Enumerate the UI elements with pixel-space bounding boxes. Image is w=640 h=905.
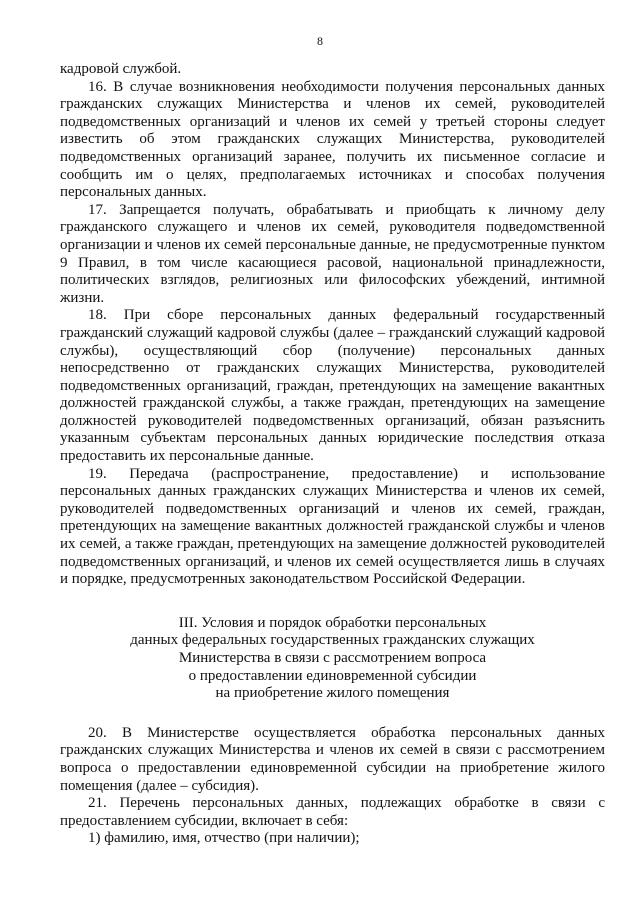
section-heading-line-2: данных федеральных государственных гражданских служащих [130, 632, 535, 649]
document-body [60, 61, 605, 848]
section-heading-line-3: Министерства в связи с рассмотрением вопроса [178, 650, 487, 666]
paragraph-20: 20. В Министерстве осуществляется обработка персональных данных гражданских служащих Министерства и членов их семей в связи с рассмотрением вопроса о предоставлении единовременной субсидии на приобретение жилого помещения (далее – субсидия). [60, 724, 605, 794]
paragraph-19: 19. Передача (распространение, предоставление) и использование персональных данных гражданских служащих Министерства и членов их семей, руководителей подведомственных организаций и членов их семей, граждан, претендующих на замещение вакантных должностей гражданской службы и членов их семей, а также граждан, претендующих на замещение должностей руководителей подведомственных организаций, и членов их семей осуществляется лишь в случаях и порядке, предусмотренных законодательством Российской Федерации. [60, 465, 605, 588]
section-heading [60, 615, 605, 703]
section-heading-line-4: о предоставлении единовременной субсидии [188, 667, 477, 684]
list-item-21-1: 1) фамилию, имя, отчество (при наличии); [88, 830, 360, 847]
section-heading-line-5: на приобретение жилого помещения [215, 685, 450, 702]
paragraph-18: 18. При сборе персональных данных федеральный государственный гражданский служащий кадровой службы (далее – гражданский служащий кадровой службы), осуществляющий сбор (получение) персональных данных непосредственно от гражданских служащих Министерства, руководителей подведомственных организаций, граждан, претендующих на замещение вакантных должностей гражданской службы, а также граждан, претендующих на замещение должностей руководителей подведомственных организаций, обязан разъяснить указанным субъектам персональных данных юридические последствия отказа предоставить их персональные данные. [60, 307, 605, 465]
paragraph-21: 21. Перечень персональных данных, подлежащих обработке в связи с предоставлением субсидии, включает в себя: [60, 795, 605, 829]
paragraph-17: 17. Запрещается получать, обрабатывать и приобщать к личному делу гражданского служащего и членов их семей, руководителя подведомственной организации и членов их семей персональные данные, не предусмотренные пунктом 9 Правил, в том числе касающиеся расовой, национальной принадлежности, политических взглядов, религиозных или философских убеждений, интимной жизни. [60, 201, 605, 306]
paragraph-continuation: кадровой службой. [60, 61, 182, 77]
paragraph-16: 16. В случае возникновения необходимости получения персональных данных гражданских служащих Министерства и членов их семей, руководителей подведомственных организаций и членов их семей у третьей стороны следует известить об этом гражданских служащих Министерства, руководителей подведомственных организаций заранее, получить их письменное согласие и сообщить им о целях, предполагаемых источниках и способах получения персональных данных. [60, 78, 605, 201]
section-heading-line-1: III. Условия и порядок обработки персональных [178, 614, 487, 631]
page-number: 8 [317, 34, 323, 48]
